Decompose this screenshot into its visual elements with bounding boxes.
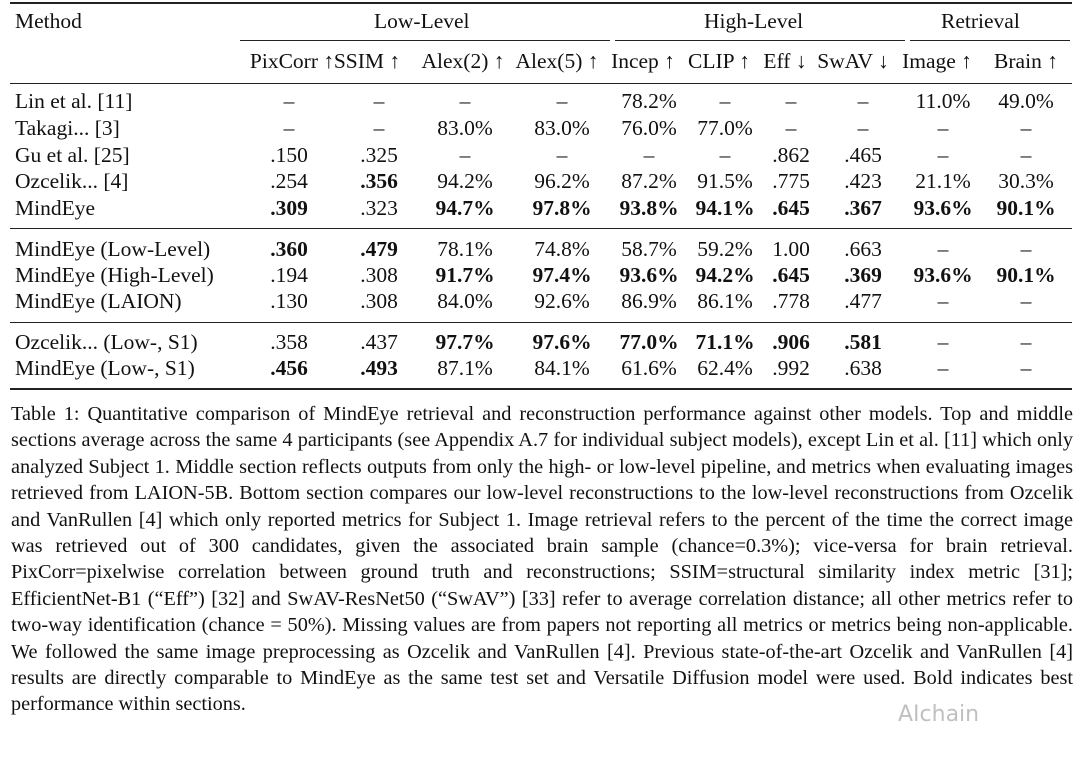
table-cell: .325 xyxy=(360,143,398,167)
table-cell: 71.1% xyxy=(695,330,755,354)
table-cell: – xyxy=(857,89,869,113)
table-cell: 11.0% xyxy=(915,89,971,113)
table-cell: .992 xyxy=(772,356,810,380)
table-cell: – xyxy=(1020,356,1032,380)
table-cell: .645 xyxy=(772,263,810,287)
metric-header: CLIP ↑ xyxy=(688,49,750,73)
table-cell: – xyxy=(719,89,731,113)
retrieval-cmidrule xyxy=(910,40,1070,41)
table-cell: – xyxy=(283,89,295,113)
metric-header: Alex(5) ↑ xyxy=(515,49,599,73)
method-name: Ozcelik... [4] xyxy=(15,169,129,193)
bottom-rule xyxy=(10,388,1072,390)
table-cell: – xyxy=(1020,116,1032,140)
table-cell: – xyxy=(937,356,949,380)
table-cell: .194 xyxy=(270,263,308,287)
table-cell: – xyxy=(937,116,949,140)
metric-header: Brain ↑ xyxy=(994,49,1058,73)
table-cell: .906 xyxy=(772,330,810,354)
table-cell: 59.2% xyxy=(697,237,753,261)
method-name: MindEye (LAION) xyxy=(15,289,182,313)
low-level-cmidrule xyxy=(240,40,610,41)
section-rule-2 xyxy=(10,322,1072,323)
table-cell: 1.00 xyxy=(772,237,810,261)
table-cell: 91.5% xyxy=(697,169,753,193)
table-cell: .477 xyxy=(844,289,882,313)
table-cell: 94.7% xyxy=(435,196,495,220)
table-cell: – xyxy=(937,143,949,167)
table-cell: .638 xyxy=(844,356,882,380)
high-level-cmidrule xyxy=(615,40,905,41)
method-name: MindEye (High-Level) xyxy=(15,263,214,287)
table-cell: 84.1% xyxy=(534,356,590,380)
method-name: Gu et al. [25] xyxy=(15,143,130,167)
metric-header: SwAV ↓ xyxy=(817,49,889,73)
table-cell: 49.0% xyxy=(998,89,1054,113)
table-cell: 58.7% xyxy=(621,237,677,261)
table-cell: .367 xyxy=(844,196,882,220)
table-cell: – xyxy=(857,116,869,140)
table-cell: 77.0% xyxy=(697,116,753,140)
method-name: MindEye (Low-, S1) xyxy=(15,356,195,380)
table-cell: – xyxy=(785,89,797,113)
table-cell: 91.7% xyxy=(435,263,495,287)
table-cell: 93.6% xyxy=(913,196,973,220)
table-cell: .663 xyxy=(844,237,882,261)
table-cell: 90.1% xyxy=(996,263,1056,287)
method-name: Ozcelik... (Low-, S1) xyxy=(15,330,198,354)
table-cell: .465 xyxy=(844,143,882,167)
table-cell: 97.8% xyxy=(532,196,592,220)
table-cell: – xyxy=(643,143,655,167)
table-cell: .323 xyxy=(360,196,398,220)
table-cell: 83.0% xyxy=(437,116,493,140)
table-cell: 93.6% xyxy=(619,263,679,287)
table-cell: 78.1% xyxy=(437,237,493,261)
table-cell: .437 xyxy=(360,330,398,354)
table-cell: .254 xyxy=(270,169,308,193)
table-cell: – xyxy=(937,237,949,261)
table-cell: 83.0% xyxy=(534,116,590,140)
table-cell: – xyxy=(785,116,797,140)
metric-header: PixCorr ↑ xyxy=(249,49,335,73)
table-cell: .150 xyxy=(270,143,308,167)
table-cell: – xyxy=(937,330,949,354)
table-cell: .423 xyxy=(844,169,882,193)
metric-header: SSIM ↑ xyxy=(333,49,401,73)
table-cell: 90.1% xyxy=(996,196,1056,220)
table-cell: .581 xyxy=(844,330,882,354)
table-cell: .130 xyxy=(270,289,308,313)
table-cell: 76.0% xyxy=(621,116,677,140)
table-cell: 92.6% xyxy=(534,289,590,313)
table-cell: .862 xyxy=(772,143,810,167)
table-cell: 97.6% xyxy=(532,330,592,354)
method-name: MindEye xyxy=(15,196,96,220)
table-cell: – xyxy=(373,116,385,140)
table-cell: – xyxy=(283,116,295,140)
table-cell: – xyxy=(1020,237,1032,261)
table-cell: – xyxy=(556,89,568,113)
header-rule xyxy=(10,83,1072,84)
table-cell: .645 xyxy=(772,196,810,220)
method-header: Method xyxy=(15,9,82,33)
method-name: Takagi... [3] xyxy=(15,116,120,140)
table-cell: 94.2% xyxy=(695,263,755,287)
metric-header: Alex(2) ↑ xyxy=(421,49,505,73)
table-cell: 97.7% xyxy=(435,330,495,354)
metric-header: Incep ↑ xyxy=(611,49,675,73)
table-cell: 97.4% xyxy=(532,263,592,287)
group-header-retrieval: Retrieval xyxy=(941,9,1020,33)
table-cell: 77.0% xyxy=(619,330,679,354)
table-cell: 84.0% xyxy=(437,289,493,313)
table-cell: 86.1% xyxy=(697,289,753,313)
table-cell: – xyxy=(1020,289,1032,313)
table-cell: – xyxy=(556,143,568,167)
table-cell: 78.2% xyxy=(621,89,677,113)
metric-header: Image ↑ xyxy=(902,49,972,73)
method-name: Lin et al. [11] xyxy=(15,89,133,113)
table-cell: .308 xyxy=(360,263,398,287)
table-cell: .493 xyxy=(360,356,398,380)
metric-header: Eff ↓ xyxy=(763,49,807,73)
table-cell: – xyxy=(1020,143,1032,167)
table-cell: 61.6% xyxy=(621,356,677,380)
table-cell: – xyxy=(373,89,385,113)
table-cell: 93.8% xyxy=(619,196,679,220)
group-header-low-level: Low-Level xyxy=(374,9,470,33)
table-cell: 87.2% xyxy=(621,169,677,193)
table-cell: – xyxy=(459,89,471,113)
top-rule xyxy=(10,2,1072,4)
table-cell: – xyxy=(459,143,471,167)
table-cell: .775 xyxy=(772,169,810,193)
table-cell: 21.1% xyxy=(915,169,971,193)
group-header-high-level: High-Level xyxy=(704,9,804,33)
table-cell: 87.1% xyxy=(437,356,493,380)
table-cell: 74.8% xyxy=(534,237,590,261)
table-cell: .308 xyxy=(360,289,398,313)
table-cell: .778 xyxy=(772,289,810,313)
table-cell: 30.3% xyxy=(998,169,1054,193)
table-cell: .309 xyxy=(270,196,308,220)
table-cell: .360 xyxy=(270,237,308,261)
table-cell: .358 xyxy=(270,330,308,354)
table-cell: 96.2% xyxy=(534,169,590,193)
section-rule-1 xyxy=(10,228,1072,229)
table-cell: .356 xyxy=(360,169,398,193)
method-name: MindEye (Low-Level) xyxy=(15,237,211,261)
watermark-text: AIchain xyxy=(898,702,980,727)
table-cell: .479 xyxy=(360,237,398,261)
table-cell: – xyxy=(719,143,731,167)
table-cell: 86.9% xyxy=(621,289,677,313)
table-cell: .456 xyxy=(270,356,308,380)
table-caption: Table 1: Quantitative comparison of MindEye retrieval and reconstruction performance against other models. Top and middle sections average across the same 4 participants (see Appendix A.7 for individual subject models), except Lin et al. [11] which only analyzed Subject 1. Middle section reflects outputs from only the high- or low-level pipeline, and metrics when evaluating images retrieved from LAION-5B. Bottom section compares our low-level reconstructions to the low-level reconstructions from Ozcelik and VanRullen [4] which only reported metrics for Subject 1. Image retrieval refers to the percent of the time the correct image was retrieved out of 300 candidates, given the associated brain sample (chance=0.3%); vice-versa for brain retrieval. PixCorr=pixelwise correlation between ground truth and reconstructions; SSIM=structural similarity index metric [31]; EfficientNet-B1 (“Eff”) [32] and SwAV-ResNet50 (“SwAV”) [33] refer to average correlation distance; all other metrics refer to two-way identification (chance = 50%). Missing values are from papers not reporting all metrics or metrics being non-applicable. We followed the same image preprocessing as Ozcelik and VanRullen [4]. Previous state-of-the-art Ozcelik and VanRullen [4] results are directly comparable to MindEye as the same test set and Versatile Diffusion model were used. Bold indicates best performance within sections. xyxy=(11,403,1073,716)
table-cell: 93.6% xyxy=(913,263,973,287)
table-cell: – xyxy=(1020,330,1032,354)
table-cell: 94.1% xyxy=(695,196,755,220)
table-cell: 94.2% xyxy=(437,169,493,193)
table-cell: – xyxy=(937,289,949,313)
table-cell: 62.4% xyxy=(697,356,753,380)
table-cell: .369 xyxy=(844,263,882,287)
